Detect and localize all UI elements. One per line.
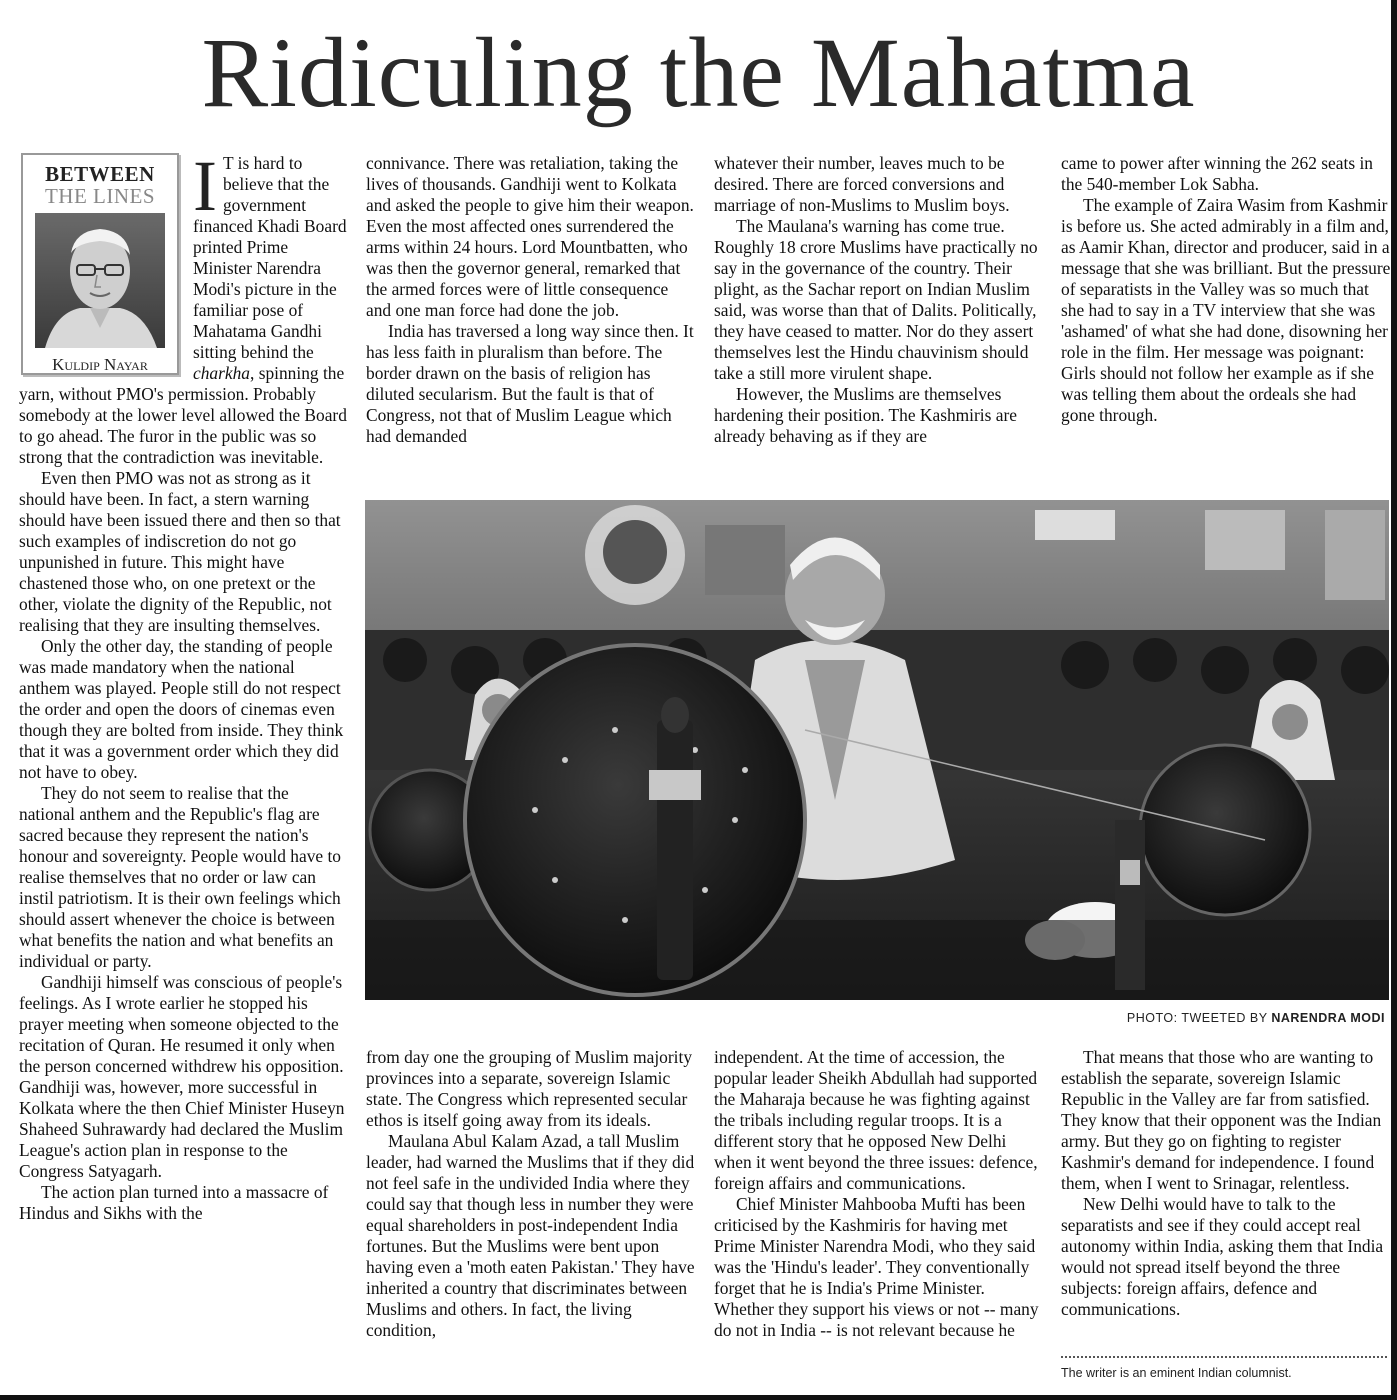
paragraph: Maulana Abul Kalam Azad, a tall Muslim leader, had warned the Muslims that if they did not feel safe in the undivided India where they could say that though less in number they were equal shareholders in post-independent India fortunes. But the Muslims were bent upon having even a 'moth eaten Pakistan.' They have inherited a country that discriminates between Muslims and others. In fact, the living condition,: [366, 1131, 695, 1340]
article-column-1: [19, 146, 349, 1224]
paragraph: connivance. There was retaliation, taking the lives of thousands. Gandhiji went to Kolkata and asked the people to give him their weapon. Even the most affected ones surrendered the arms within 24 hours. Lord Mountbatten, who was then the governor general, remarked that the armed forces were of little consequence and one man force had done the job.: [366, 153, 694, 320]
page-edge-bottom: [0, 1395, 1397, 1400]
author-portrait: [35, 213, 165, 348]
article-column-3-top: [714, 153, 1044, 447]
author-footnote: The writer is an eminent Indian columnist.: [1061, 1366, 1292, 1380]
paragraph: Gandhiji himself was conscious of people's feelings. As I wrote earlier he stopped his prayer meeting when someone objected to the recitation of Quran. He resumed it only when the person concerned withdrew his opposition. Gandhiji was, however, more successful in Kolkata where the then Chief Minister Huseyn Shaheed Suhrawardy had declared the Muslim League's action plan in response to the Congress Satyagarh.: [19, 972, 345, 1181]
paragraph: India has traversed a long way since then. It has less faith in pluralism than before. The border drawn on the basis of religion has diluted secularism. But the fault is that of Congress, not that of Muslim League which had demanded: [366, 321, 694, 446]
paragraph: came to power after winning the 262 seats in the 540-member Lok Sabha.: [1061, 153, 1373, 194]
column-byline-box: [21, 153, 179, 375]
footnote-divider: [1061, 1356, 1387, 1358]
photo-credit-name: NARENDRA MODI: [1271, 1011, 1385, 1025]
article-column-2-top: [366, 153, 696, 447]
photo-credit: [1127, 1011, 1385, 1025]
article-column-2-bottom: [366, 1047, 696, 1341]
paragraph: , spinning the yarn, without PMO's permission. Probably somebody at the lower level allowed the Board to go ahead. The furor in the public was so strong that the contradiction was inevitable.: [19, 363, 347, 467]
paragraph: They do not seem to realise that the national anthem and the Republic's flag are sacred because they represent the nation's honour and sovereignty. People would have to realise themselves that no order or law can instil patriotism. It is their own feelings which should assert whenever the choice is between what benefits the nation and what benefits an individual or party.: [19, 783, 341, 971]
paragraph: However, the Muslims are themselves hardening their position. The Kashmiris are already behaving as if they are: [714, 384, 1017, 446]
paragraph: from day one the grouping of Muslim majority provinces into a separate, sovereign Islamic state. The Congress which represented secular ethos is itself going away from its ideals.: [366, 1047, 693, 1130]
paragraph: Chief Minister Mahbooba Mufti has been criticised by the Kashmiris for having met Prime Minister Narendra Modi, who they said was the 'Hindu's leader'. They conventionally forget that he is India's Prime Minister. Whether they support his views or not -- many do not in India -- is not relevant because he: [714, 1194, 1039, 1340]
paragraph: The example of Zaira Wasim from Kashmir is before us. She acted admirably in a film and, as Aamir Khan, director and producer, said in a message that she was brilliant. But the pressure of separatists in the Valley was so much that she had to say in a TV interview that she was 'ashamed' of what she had done, disowning her role in the film. Her message was poignant: Girls should not follow her example as if she was telling them about the ordeals she had gone through.: [1061, 195, 1391, 425]
article-column-4-top: [1061, 153, 1391, 426]
paragraph: Even then PMO was not as strong as it should have been. In fact, a stern warning should have been issued there and then so that such examples of indiscretion do not go unpunished in future. This might have chastened those who, on one pretext or the other, violate the dignity of the Republic, not realising that they are insulting themselves.: [19, 468, 341, 635]
paragraph: T is hard to believe that the government financed Khadi Board printed Prime Minister Narendra Modi's picture in the familiar pose of Mahatama Gandhi sitting behind the: [193, 153, 347, 362]
article-column-3-bottom: [714, 1047, 1044, 1341]
paragraph: New Delhi would have to talk to the separatists and see if they could accept real autonomy within India, asking them that India would not spread itself beyond the three subjects: foreign affairs, defence and communications.: [1061, 1194, 1384, 1319]
paragraph: independent. At the time of accession, the popular leader Sheikh Abdullah had supported the Maharaja because he was fighting against the tribals including regular troops. It is a different story that he opposed New Delhi when it went beyond the three issues: defence, foreign affairs and communications.: [714, 1047, 1038, 1193]
column-series-subtitle: THE LINES: [44, 184, 156, 208]
article-column-4-bottom: [1061, 1047, 1391, 1320]
paragraph: whatever their number, leaves much to be desired. There are forced conversions and marriage of non-Muslims to Muslim boys.: [714, 153, 1010, 215]
photo-credit-prefix: PHOTO: TWEETED BY: [1126, 1011, 1272, 1025]
column-series-title: BETWEEN: [45, 162, 155, 186]
article-photo: [365, 500, 1389, 1000]
paragraph: The action plan turned into a massacre of Hindus and Sikhs with the: [19, 1182, 329, 1223]
drop-cap: I: [193, 146, 217, 226]
headline: Ridiculing the Mahatma: [201, 17, 1196, 128]
paragraph: That means that those who are wanting to establish the separate, sovereign Islamic Republic in the Valley are far from satisfied. They know that their opponent was the Indian army. But they go on fighting to register Kashmir's demand for independence. I found them, when I went to Srinagar, relentless.: [1061, 1047, 1382, 1193]
paragraph: The Maulana's warning has come true. Roughly 18 crore Muslims have practically no say in the governance of the country. Their plight, as the Sachar report on Indian Muslim said, was worse than that of Dalits. Politically, they have ceased to matter. Nor do they assert themselves lest the Hindu chauvinism should take a still more virulent shape.: [714, 216, 1038, 383]
paragraph: Only the other day, the standing of people was made mandatory when the national anthem was played. People still do not respect the order and open the doors of cinemas even though they are bolted from inside. They think that it was a government order which they did not have to obey.: [19, 636, 344, 782]
page-edge-right: [1391, 0, 1397, 1400]
emphasis: charkha: [193, 363, 250, 383]
author-name: Kuldip Nayar: [52, 355, 148, 374]
